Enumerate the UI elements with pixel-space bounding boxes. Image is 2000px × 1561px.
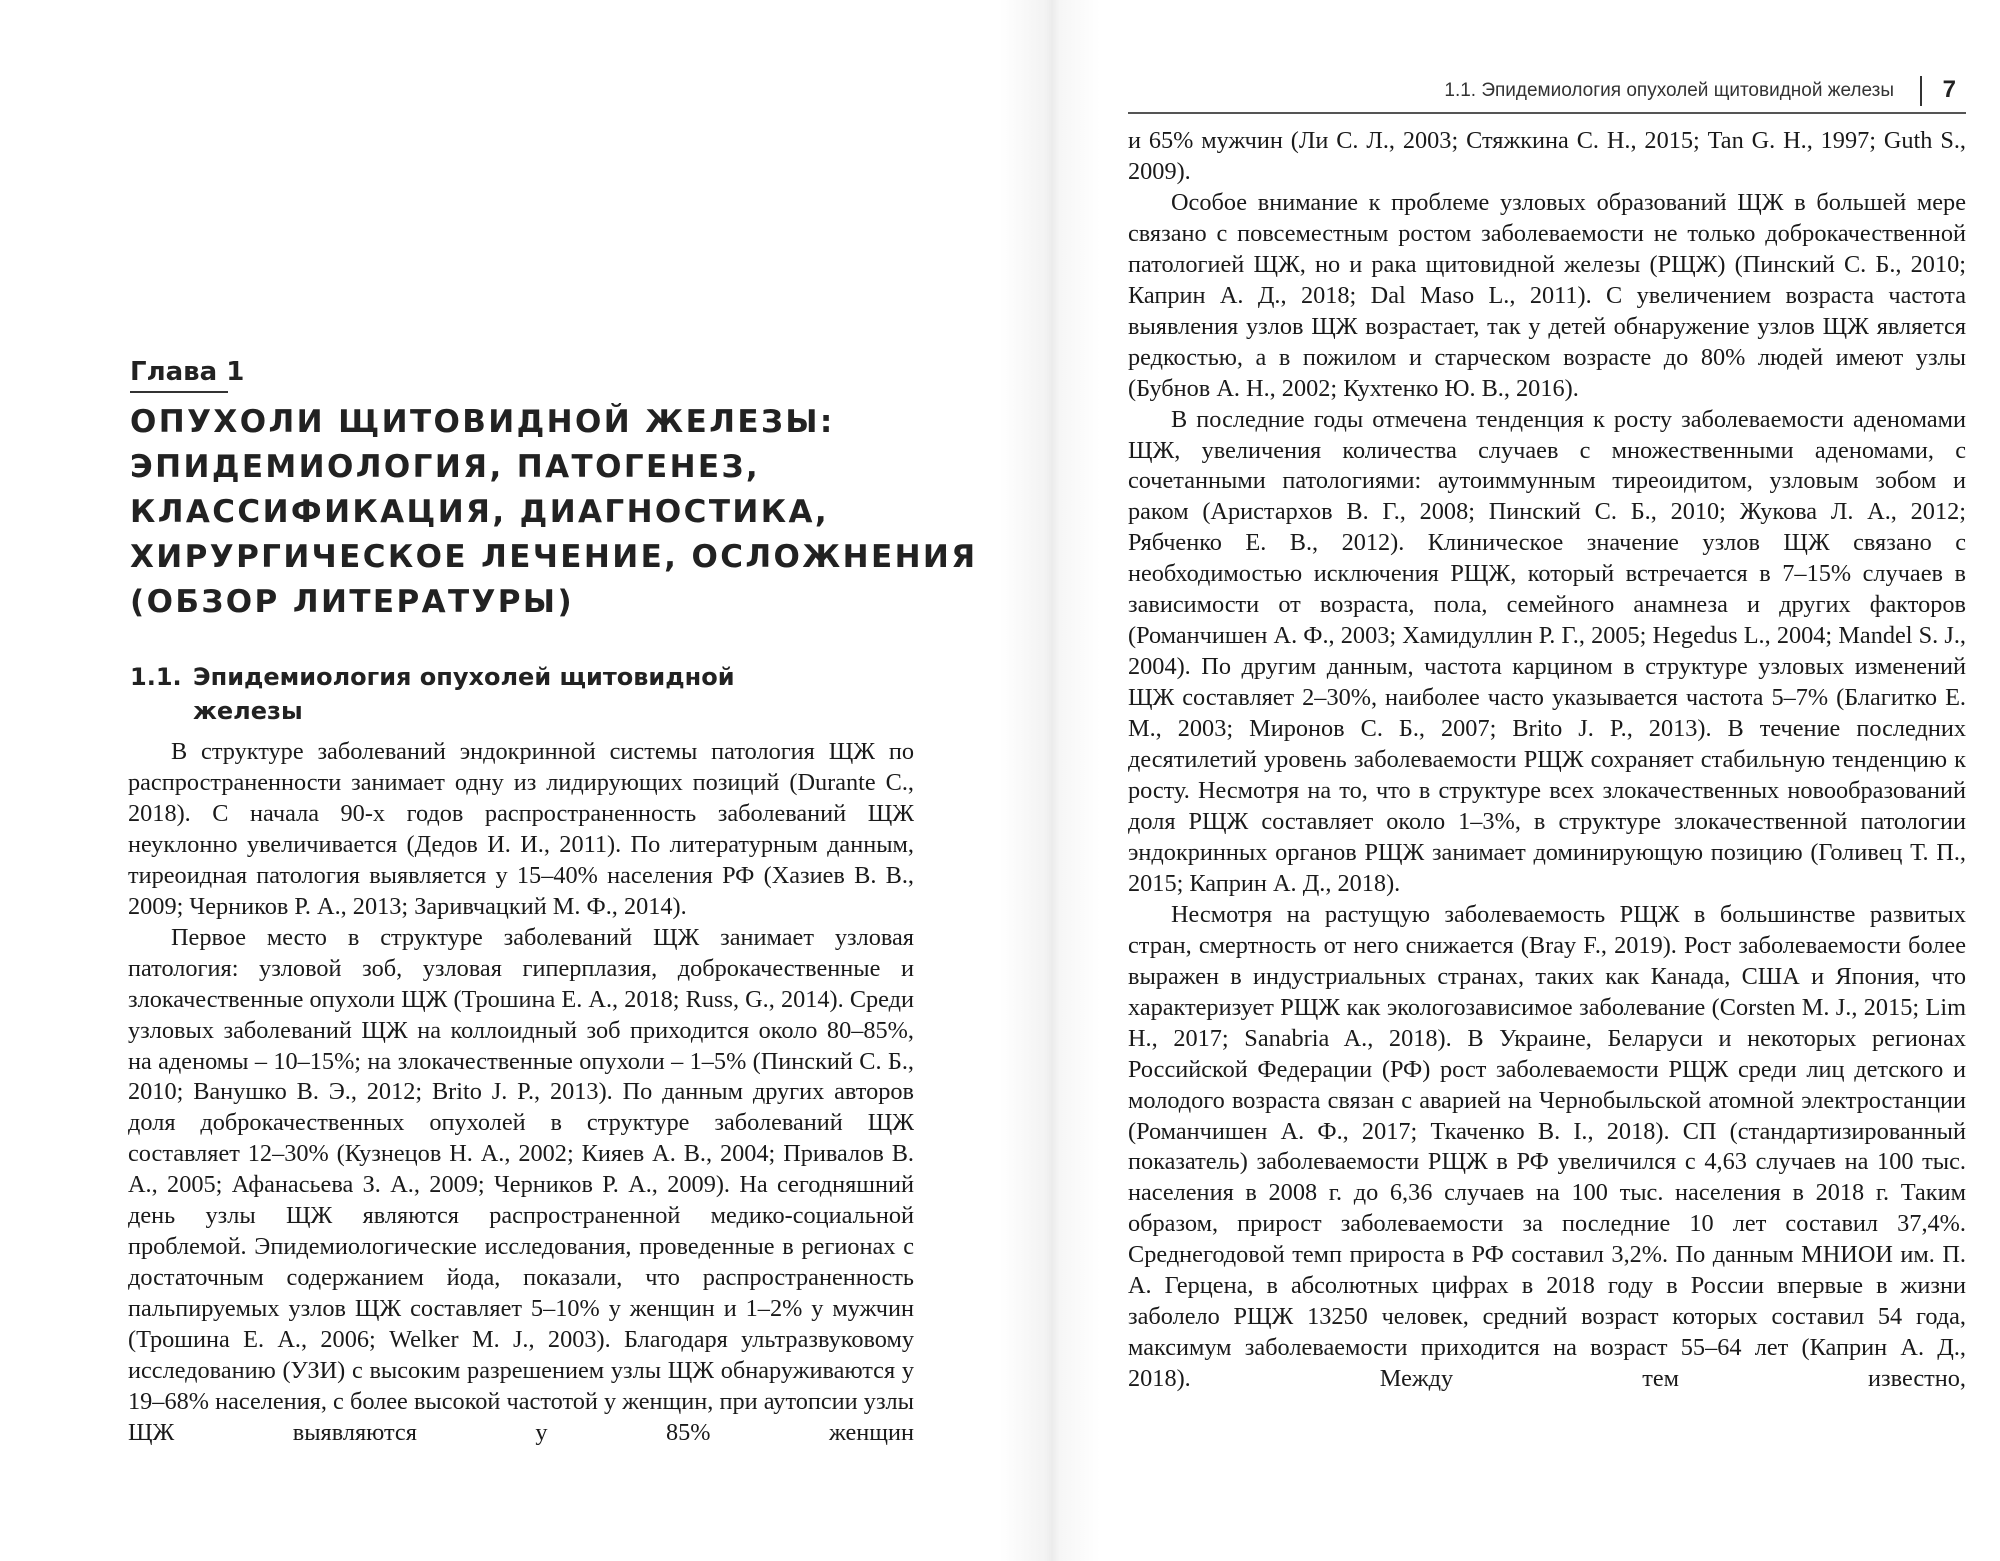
paragraph: В последние годы отмечена тенденция к росту заболеваемости аденомами ЩЖ, увеличения количества случаев с множественными аденомами, с сочетанными патологиями: аутоиммунным тиреоидитом, узловым зобом и раком (Аристархов В. Г., 2008; Пинский С. Б., 2010; Жукова Л. А., 2012; Рябченко Е. В., 2012). Клиническое значение узлов ЩЖ связано с необходимостью исключения РЩЖ, который встречается в 7–15% случаев в зависимости от возраста, пола, семейного анамнеза и других факторов (Романчишен А. Ф., 2003; Хамидуллин Р. Г., 2005; Hegedus L., 2004; Mandel S. J., 2004). По другим данным, частота карцином в структуре узловых изменений ЩЖ составляет 2–30%, наиболее часто указывается частота 5–7% (Благитко Е. М., 2003; Миронов С. Б., 2007; Brito J. P., 2013). В течение последних десятилетий уровень заболеваемости РЩЖ сохраняет стабильную тенденцию к росту. Несмотря на то, что в структуре всех злокачественных новообразований доля РЩЖ составляет около 1–3%, в структуре злокачественной патологии эндокринных органов РЩЖ занимает доминирующую позицию (Голивец Т. П., 2015; Каприн А. Д., 2018).	[1128, 405, 1966, 897]
section-number: 1.1.	[130, 663, 182, 691]
paragraph: Несмотря на растущую заболеваемость РЩЖ в большинстве развитых стран, смертность от него снижается (Bray F., 2019). Рост заболеваемости более выражен в индустриальных странах, таких как Канада, США и Япония, что характеризует РЩЖ как экологозависимое заболевание (Corsten M. J., 2015; Lim H., 2017; Sanabria A., 2018). В Украине, Беларуси и некоторых регионах Российской Федерации (РФ) рост заболеваемости РЩЖ среди лиц детского и молодого возраста связан с аварией на Чернобыльской атомной электростанции (Романчишен А. Ф., 2017; Ткаченко В. I., 2018). СП (стандартизированный показатель) заболеваемости РЩЖ в РФ увеличился с 4,63 случаев на 100 тыс. населения в 2008 г. до 6,36 случаев на 100 тыс. населения в 2018 г. Таким образом, прирост заболеваемости за последние 10 лет составил 37,4%. Среднегодовой темп прироста в РФ составил 3,2%. По данным МНИОИ им. П. А. Герцена, в абсолютных цифрах в 2018 году в России впервые в жизни заболело РЩЖ 13250 человек, средний возраст которых составил 54 года, максимум заболеваемости приходится на возраст 55–64 лет (Каприн А. Д., 2018). Между тем известно,	[1128, 900, 1966, 1393]
right-page-body	[1128, 126, 1966, 1395]
running-head	[1128, 78, 1966, 108]
chapter-label-underline	[130, 391, 228, 393]
running-head-title: 1.1. Эпидемиология опухолей щитовидной железы	[1444, 80, 1894, 101]
chapter-title	[130, 400, 978, 625]
section-title-line2: железы	[193, 697, 303, 725]
chapter-title-line: ЭПИДЕМИОЛОГИЯ, ПАТОГЕНЕЗ,	[130, 449, 761, 485]
left-page-body	[128, 737, 914, 1449]
chapter-title-line: (ОБЗОР ЛИТЕРАТУРЫ)	[130, 584, 575, 620]
section-title	[130, 660, 850, 728]
paragraph: Особое внимание к проблеме узловых образований ЩЖ в большей мере связано с повсеместным ростом заболеваемости не только доброкачественной патологией ЩЖ, но и рака щитовидной железы (РЩЖ) (Пинский С. Б., 2010; Каприн А. Д., 2018; Dal Maso L., 2011). С увеличением возраста частота выявления узлов ЩЖ возрастает, так у детей обнаружение узлов ЩЖ является редкостью, а в пожилом и старческом возрасте до 80% людей имеют узлы (Бубнов А. Н., 2002; Кухтенко Ю. В., 2016).	[1128, 188, 1966, 402]
paragraph: и 65% мужчин (Ли С. Л., 2003; Стяжкина С. Н., 2015; Tan G. H., 1997; Guth S., 2009).	[1128, 127, 1966, 185]
chapter-label	[130, 357, 244, 393]
running-head-rule	[1128, 112, 1966, 114]
chapter-title-line: ХИРУРГИЧЕСКОЕ ЛЕЧЕНИЕ, ОСЛОЖНЕНИЯ	[130, 539, 978, 575]
chapter-label-text: Глава 1	[130, 357, 245, 387]
paragraph: Первое место в структуре заболеваний ЩЖ занимает узловая патология: узловой зоб, узловая гиперплазия, доброкачественные и злокачественные опухоли ЩЖ (Трошина Е. А., 2018; Russ, G., 2014). Среди узловых заболеваний ЩЖ на коллоидный зоб приходится около 80–85%, на аденомы – 10–15%; на злокачественные опухоли – 1–5% (Пинский С. Б., 2010; Ванушко В. Э., 2012; Brito J. P., 2013). По данным других авторов доля доброкачественных опухолей в структуре заболеваний ЩЖ составляет 12–30% (Кузнецов Н. А., 2002; Кияев А. В., 2004; Привалов В. А., 2005; Афанасьева З. А., 2009; Черников Р. А., 2009). На сегодняшний день узлы ЩЖ являются распространенной медико-социальной проблемой. Эпидемиологические исследования, проведенные в регионах с достаточным содержанием йода, показали, что распространенность пальпируемых узлов ЩЖ составляет 5–10% у женщин и 1–2% у мужчин (Трошина Е. А., 2006; Welker M. J., 2003). Благодаря ультразвуковому исследованию (УЗИ) с высоким разрешением узлы ЩЖ обнаруживаются у 19–68% населения, с более высокой частотой у женщин, при аутопсии узлы ЩЖ выявляются у 85% женщин	[128, 923, 914, 1446]
paragraph: В структуре заболеваний эндокринной системы патология ЩЖ по распространенности занимает одну из лидирующих позиций (Durante C., 2018). С начала 90-х годов распространенность заболеваний ЩЖ неуклонно увеличивается (Дедов И. И., 2011). По литературным данным, тиреоидная патология выявляется у 15–40% населения РФ (Хазиев В. В., 2009; Черников Р. А., 2013; Заривчацкий М. Ф., 2014).	[128, 738, 914, 920]
running-head-separator	[1920, 76, 1922, 106]
chapter-title-line: ОПУХОЛИ ЩИТОВИДНОЙ ЖЕЛЕЗЫ:	[130, 404, 835, 440]
page-number: 7	[1942, 76, 1956, 103]
page-gutter	[1000, 0, 1100, 1561]
chapter-title-line: КЛАССИФИКАЦИЯ, ДИАГНОСТИКА,	[130, 494, 830, 530]
section-title-line1: Эпидемиология опухолей щитовидной	[193, 663, 735, 691]
